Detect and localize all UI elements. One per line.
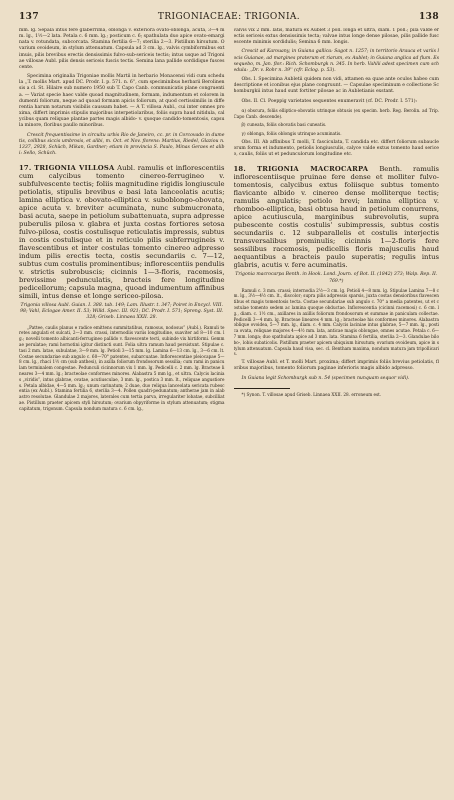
species-number: 18. (233, 165, 246, 174)
variety-item: α) obscura, foliis elliptico-obovatis utrinque obtusis (ex specim. herb. Reg. Berolin. ad Trip. Capo Canb. descende). (233, 107, 439, 119)
page-number: 137 (19, 12, 39, 22)
text-columns (19, 28, 439, 798)
observation-paragraph: Obs. II. Cl. Poeppig varietates sequentes enumeravit (cf. DC. Prodr. I. 571): (241, 98, 418, 104)
description-paragraph: Ramuli c. 3 mm. crassi; internodia 2½—3 cm. lg. Petioli 4—8 mm. lg. Stipulae Lamina 7—8 cm. lg., 3½—4½ cm. lt., discolor; supra pilis adpressis sparsis, juxta costas densioribus flavescentibus et magis tomentosis tecta. Costae secundariae sub angulo c. 70° a media patentes, ut et costulae tomento sedem ac lamina quoque obductae. Inflorescentia (cicinni racemosi) c. 6 cm. lg., diam. c. 1½ cm., axillares in axillis foliorum frondosorum et summae in paniculam collectae. Pedicelli 3—4 mm. lg. Bracteae lineares 4 mm. lg.; bracteolae his conformes minores. Alabastra oblique ovoidea, 5—7 mm. lg., diam. c. 4 mm. Calycis laciniae intus glabrae, 5—7 mm. lg., postica ovata, reliquae majores 4—4½ mm. lata, anticae magis oblongae, omnes acutae. Petala c. 6—7 mm. longa; duo spathulata apice ad 3 mm. lata. Stamina 6 fertilia, sterilia 2—3. Glandulae bilobo-, lobis subaticolis. Pistillum praeter apicem ubiquium hirsutum; ovarium ovoideum, apice in stylum attenuatum. Capsula haud visa, sec. cl. Bentham maxima, nondum matura jam tripollicaris. (233, 287, 439, 357)
habitat-paragraph: Crescit ad Karouany, in Guiana gallica: Sagot n. 1257; in territorio Arauca et variis locis Guianae, ad margines praterum et riarum, ex Aublet; in Guiana anglica ad flum. Essequebo, m. Jan. flor.: Rich. Schomburgk n. 345. In herb. Vahlii adest specimen cum schedula: ,,Dr. v. Rohr n. 39'' (cfr. Eclog. p. 53). (233, 49, 439, 73)
species-author: Aubl. (117, 164, 136, 173)
paragraph: T. villosae Aubl. et T. molli Mart. proxima; differt imprimis foliis brevius petiolatis, floribus majoribus, tomento foliorum paginae inferioris magis albido adpresso. (233, 360, 439, 372)
running-title: TRIGONIACEAE: TRIGONIA. (157, 12, 301, 22)
species-number: 17. (19, 164, 32, 173)
species-diagnosis: ramulis et inflorescentiis cum calycibus tomento cinereo-ferrugineo v. subfulvescente tectis; foliis magnitudine rigidis longiuscule petiolatis, stipulis brevibus e basi lata lanceolatis acutis; lamina elliptica v. obovato-elliptica v. suboblongo-obovata, apice acuta v. breviter acuminata, nunc submucronata, basi acuta, saepe in petiolum subattenuata, supra adpresse puberulis pilosa v. glabra et juxta costas fortiores setosa fulvo-pilosa, costis costulisque reticulatis impressis, subtus in costis costulisque et in reticulo pilis subferrugineis v. flavescentibus et inter costulas tomento cinereo adpresso indum pilis erectis tecta, costis secundariis c. 7—12, subtus cum costulis prominentibus; inflorescentiis pendulis v. strictis subrobuscis; cicinnis 1—3-floris, racemosis, brevissime pedunculatis, bracteis fere longitudine pedicellorum; capsula magna, quoad indumentum affinibus simili, intus dense et longe sericeo-pilosa. (19, 164, 225, 301)
observation-paragraph: Obs. III. Ab affinibus T. molli, T. fasciculata, T. candida etc. differt foliorum subaucleorum forma et indumento, petiolis longiusculis, calyce valde extus tomento haud sericeo, caulis, foliis ut et pedunculorum longitudine etc. (233, 139, 439, 158)
description-paragraph: „Pattee, caulis planus e radice emittens summitatibus, ramosus, nodosus“ (Aubl.). Ramuli teretes angulati et sulcati, 2—3 mm. crassi, internodiis variis longitudine, suaviter ad 8—10 cm. lg.; novelli tomento albicanti-ferrugineo pallido v. flavescente tecti, subinde vix hirtiformi. Gemmae perulatae; rami hornotini igitur distincti sunt. Folia ultra ramum haud persistunt. Stipulae c. tasi 2 mm. latae, subulatae, 3—9 mm. lg. Petioli 3—15 mm. lg. Lamina 6—13 cm. lg., 3—6 cm. lt. Costae secundariae sub angulo c. 60—70° patentes, subarcuatae. Inflorescentiae pleiocapae 5—8 cm. lg., rhaci 1½ cm (sub anthesi), in axilla foliorum frondosorum sessilia; cum rami in paniculam terminalem congestae. Pedunculi cicinnorum vix 1 mm. lg. Pedicelli c. 2 mm. lg. Bracteae lineares 3—4 mm. lg.; bracteolae conformes minores. Alabastra 5 mm lg., et ultra. Calycis lacinias „viridis“, intus glabrae, ovatae, acutiusculae, 3 mm. lg., postica 3 mm. lt., reliquae angustiores. Petala albidae, 4—5 mm. lg.; unum carinatum; 2 duae, duo reliqua lanceolata sericata rubescentia (ex Aubl.). Stamina fertilia 6, sterilia 3—4. Pollen quadri-pedunatum; antherae jam in alabastro resolutae. Glandulae 2 majores, laterales cum tertia parva, irregulariter lobatae, subcilliatae. Pistillum praeter apicem styli hirsutum; ovarium obpyriforme in stylum attenuatum; stigma capitatum, trigonum. Capsula nondum matura c. 6 cm. lg., (19, 324, 225, 411)
species-diagnosis: ramulis inflorescentiisque pruinae fere dense et molliter fulvo-tomentosis, calycibus extus foliisque subtus tomento flavicante albido v. cinereo dense molliterque tectis; ramulis angulatis; petiolo brevi; lamina elliptica v. rhomboo-elliptica, basi obtusa haud in petiolum conurrens, apice acutiuscula, marginibus subrevolutis, supra pubescente costis costulis' subimpressis, subtus costis secundariis c. 12 subparallelis et costulis interjectis transversalibus prominulis; cicinnis 1—2-floris fere sessilibus racemosis, pedicellis floris majusculis haud aequantibus a bracteis paulo superatis; regulis intus glabris, acutis v. fere acuminatis. (233, 165, 439, 270)
synonymy: Trigonia macrocarpa Benth. in Hook. Lond. Journ. of Bot. II. (1842) 373; Walp. Rep. II. 769.*) (235, 272, 438, 284)
paragraph: Specimina originalia Trigoniae mollis Martii in herbario Monacensi vidi cum schedula ,,T. mollis Mart. apud DC. Prodr. I. p. 571. n. 6'', cum speciminibus herbarii Berolinensis a cl. St. Hilaire sub numero 1950 sub T. Capo Canb. communicatis plane congruentia. — Variat specie haec valde quoad magnitudinem, formam, indumentum et colorem indumenti foliorum, neque ad quoad formam apicis foliorum, at quod certissimilis in differentia harum notarum visibilis caussam habet. — A T. villosa Aubl., cui inter omnes proxima, differt imprimis stipulis majoribus interpetiolaribus, foliis supra haud nitidula, calycibus quam reliquae plantae partes magis albido- v. quoque candido-tomentosis, capsula minore, floribus paullo minoribus. (19, 74, 225, 129)
page-number-right: 138 (419, 12, 439, 22)
species-name: TRIGONIA MACROCARPA (256, 165, 369, 174)
left-column (19, 28, 225, 798)
variety-item: β) cuneata, foliis obovatis basi cuneatis. (241, 122, 327, 128)
paragraph: valvis vix 2 mm. latis, matura ex Aublet 3 poll. longa et ultra, diam. 1 poll.; pila valde erectis sericeis extus densissimis tecta; valvae intus longe dense pilosae, pilis pallide fuscescente minimis sordidulis; Semina 6 mm. longis. (233, 28, 439, 46)
synonymy: Trigonia villosa Aubl. Guian. I. 388. tab. 149; Lam. Illustr. t. 347; Poiret in Encycl. VIII. 98; Vahl, Eclogae Amer. II. 53; Willd. Spec. III. 921; DC. Prodr. I. 571; Spreng. Syst. III. 328; Griseb. Linnaea XXII. 28. (20, 303, 224, 321)
running-head (19, 12, 439, 28)
species-name: TRIGONIA VILLOSA (34, 164, 115, 173)
footnote-rule (234, 388, 290, 389)
species-heading (19, 164, 225, 300)
right-column (234, 28, 440, 798)
observation-paragraph: Obs. I. Specimina Aubletii quidem non vidi, attamen ea quae ante oculos habeo cum descriptione et iconibus ejus plane congruunt. — Capsulae speciminum e collectione Schomburgkii intus haud sunt fortiter pilosae ac in Aubletianis exstant. (233, 77, 439, 95)
species-author: Benth. (379, 165, 402, 174)
habitat-paragraph: Crescit frequentissime in circuitu urbis Rio de Janeiro, cc. pr. in Corcovado in dumetis, collibus siccis umbrosis, et alibi, m. Oct. et Nov. florens: Martius, Riedel, Glaziou n. 1337, 2928, Schüch, Mikan, Gardner; etiam in provincia S. Paulo, Minas Geraes et alibi: Sello, Schüch. (19, 132, 225, 156)
species-heading (234, 165, 440, 269)
footnote: *) Synon. T. villosae apud Griseb. Linnaea XXII. 28. erroneum est. (241, 391, 382, 397)
variety-item: γ) oblonga, foliis oblongis utrinque acuminatis. (241, 131, 342, 137)
paragraph: mm. lg. Sepala intus fere glaberrima, oblonga v. exteriora ovato-oblonga, acuta, 3—4 mm. lg., 1½—2 lata. Petala c. 6 mm. lg.; posticum c. 6; spathulata duo apice ovato-emarginata v. rotundata, subcorcata. Stamina fertilia 6—7; sterilia 2—3. Pistillum hirsutum. Ovarium ovoideum, in stylum attenuatum. Capsula ad 3 cm. lg., valvis cymbiformibus extimuis, pilis brevibus erectis densissimis fulvo-sub-sericeis tectis; intus usque ad Trigoniae villosae Aubl. pilis densis sericeis fuscis tectis. Semina lana pallide sordidique fuscescente. (19, 28, 225, 70)
habitat-paragraph: In Guiana legit Schomburgk sub n. 54 (specimen nunquam sequor vidi). (241, 375, 410, 381)
